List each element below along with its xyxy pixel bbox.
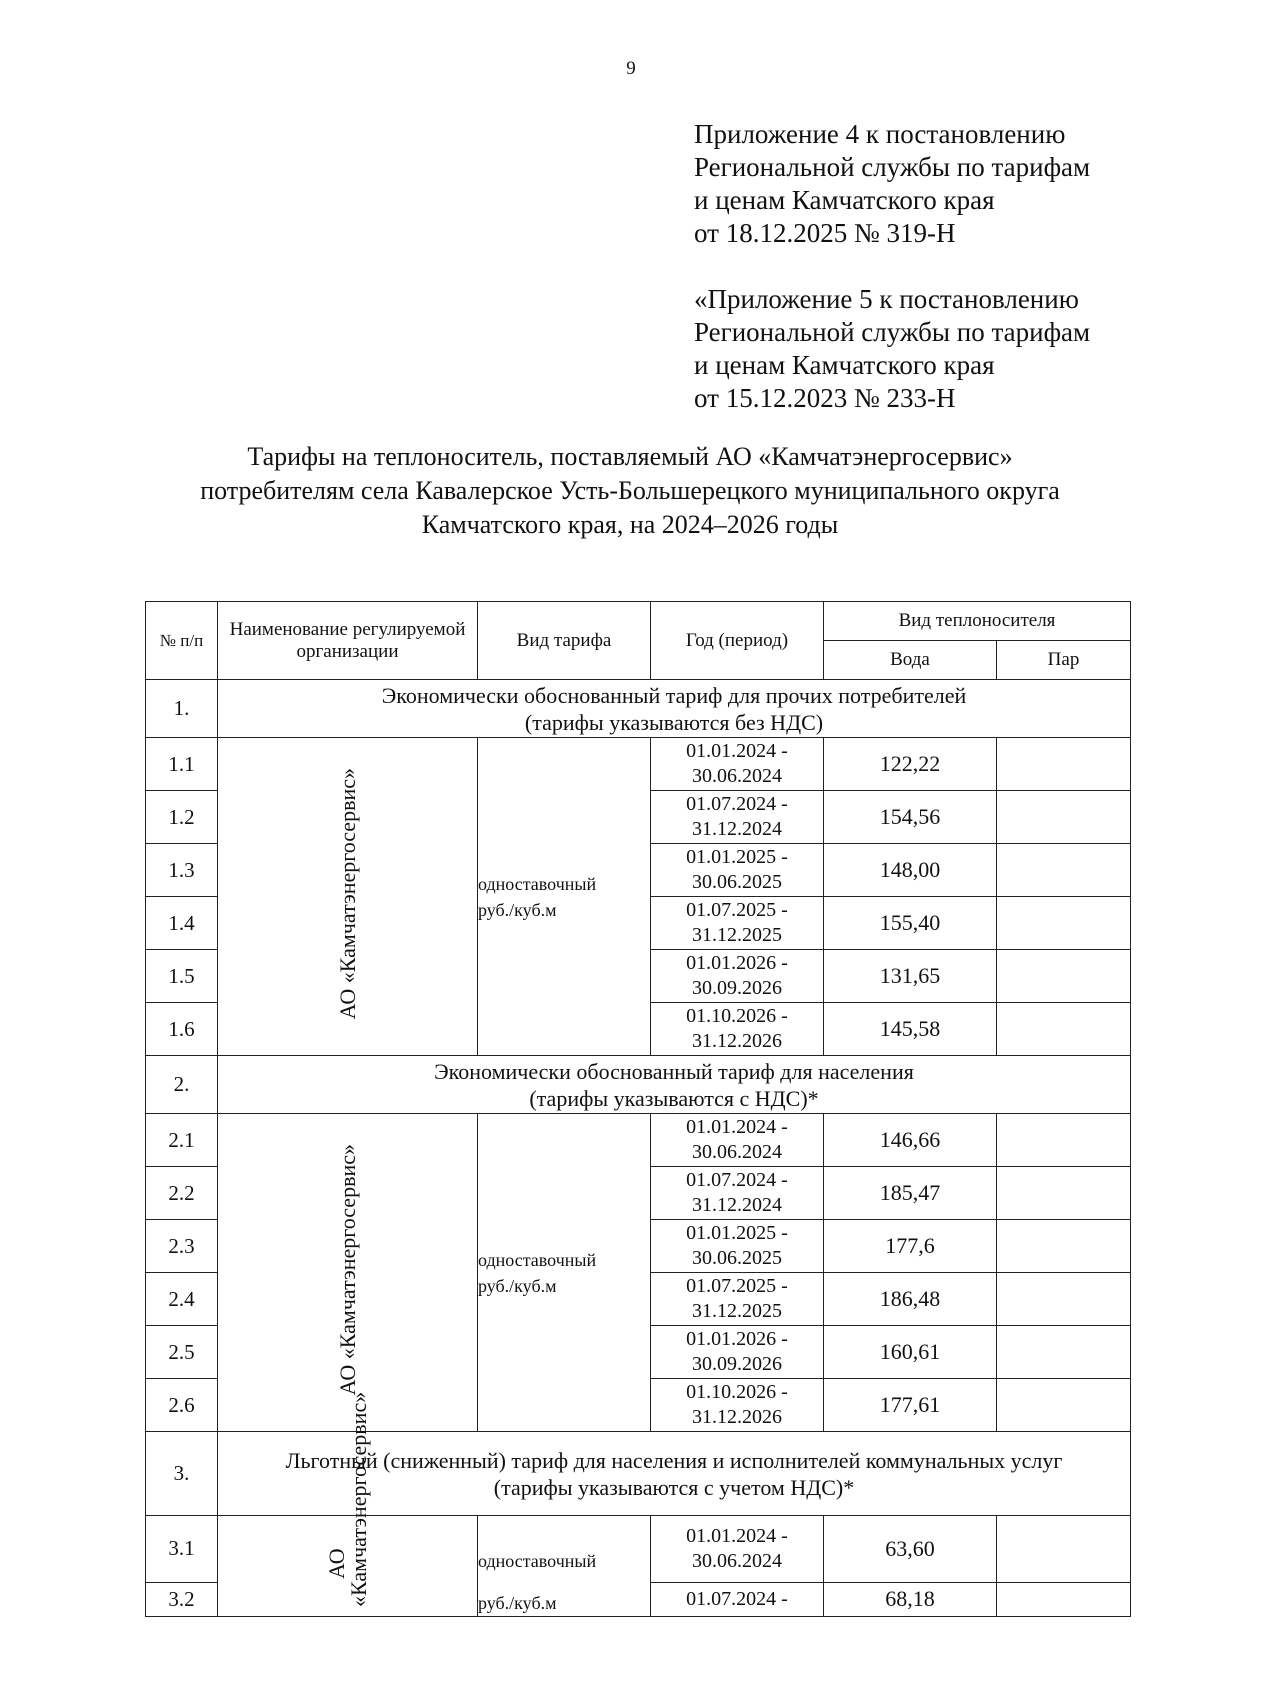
tariff-type-line: руб./куб.м xyxy=(478,1593,557,1613)
row-num: 3.1 xyxy=(146,1516,218,1583)
period-end: 31.12.2026 xyxy=(692,1030,782,1052)
water-value: 154,56 xyxy=(824,791,997,844)
tariff-type-cell xyxy=(478,1114,651,1432)
period-cell xyxy=(651,844,824,897)
water-value: 177,6 xyxy=(824,1220,997,1273)
period-cell xyxy=(651,1516,824,1583)
period-start: 01.01.2024 - xyxy=(686,1116,788,1138)
period-cell xyxy=(651,1273,824,1326)
row-num: 2.4 xyxy=(146,1273,218,1326)
period-start: 01.07.2025 - xyxy=(686,1275,788,1297)
header-num: № п/п xyxy=(146,602,218,680)
water-value: 146,66 xyxy=(824,1114,997,1167)
row-num: 2.6 xyxy=(146,1379,218,1432)
period-cell xyxy=(651,1003,824,1056)
period-start: 01.01.2026 - xyxy=(686,952,788,974)
period-end: 30.09.2026 xyxy=(692,1353,782,1375)
water-value: 122,22 xyxy=(824,738,997,791)
appendix-line: и ценам Камчатского края xyxy=(694,350,995,380)
organization-name: АО «Камчатэнергосервис» xyxy=(334,1144,360,1396)
water-value: 131,65 xyxy=(824,950,997,1003)
header-water: Вода xyxy=(824,641,997,680)
period-cell xyxy=(651,1167,824,1220)
period-end: 30.09.2026 xyxy=(692,977,782,999)
period-start: 01.10.2026 - xyxy=(686,1381,788,1403)
period-start: 01.01.2025 - xyxy=(686,846,788,868)
steam-value xyxy=(997,897,1131,950)
tariff-type-line: руб./куб.м xyxy=(478,1275,557,1296)
period-start: 01.07.2024 - xyxy=(686,793,788,815)
appendix-header-original xyxy=(694,283,1090,415)
section-row xyxy=(146,1432,1131,1516)
header-tariff-type: Вид тарифа xyxy=(478,602,651,680)
period-start: 01.01.2024 - xyxy=(686,1524,788,1547)
steam-value xyxy=(997,1167,1131,1220)
section-title-line: Льготный (сниженный) тариф для населения и исполнителей коммунальных услуг xyxy=(285,1447,1063,1473)
appendix-line: «Приложение 5 к постановлению xyxy=(694,284,1079,314)
water-value: 148,00 xyxy=(824,844,997,897)
row-num: 1.5 xyxy=(146,950,218,1003)
row-num: 1.6 xyxy=(146,1003,218,1056)
period-cell xyxy=(651,1220,824,1273)
steam-value xyxy=(997,738,1131,791)
tariff-type-line: одноставочный xyxy=(478,873,597,894)
organization-cell xyxy=(218,1391,478,1617)
water-value: 68,18 xyxy=(824,1582,997,1616)
period-cell xyxy=(651,1326,824,1379)
steam-value xyxy=(997,791,1131,844)
table-row xyxy=(146,738,1131,791)
period-cell xyxy=(651,1379,824,1432)
period-end: 31.12.2026 xyxy=(692,1406,782,1428)
steam-value xyxy=(997,950,1131,1003)
appendix-line: от 18.12.2025 № 319-Н xyxy=(694,218,956,248)
row-num: 2.3 xyxy=(146,1220,218,1273)
period-cell xyxy=(651,791,824,844)
water-value: 155,40 xyxy=(824,897,997,950)
row-num: 1.4 xyxy=(146,897,218,950)
row-num: 2.5 xyxy=(146,1326,218,1379)
period-cell xyxy=(651,1582,824,1616)
steam-value xyxy=(997,1273,1131,1326)
section-title-line: (тарифы указываются с НДС)* xyxy=(529,1085,819,1111)
appendix-line: от 15.12.2023 № 233-Н xyxy=(694,383,956,413)
section-title-line: (тарифы указываются без НДС) xyxy=(524,709,824,735)
row-num: 2.2 xyxy=(146,1167,218,1220)
period-end: 30.06.2025 xyxy=(692,1247,782,1269)
section-title-line: Экономически обоснованный тариф для населения xyxy=(434,1058,914,1084)
period-start: 01.01.2024 - xyxy=(686,740,788,762)
tariff-table xyxy=(145,601,1131,1617)
title-line: Тарифы на теплоноситель, поставляемый АО «Камчатэнергосервис» xyxy=(247,442,1013,471)
water-value: 177,61 xyxy=(824,1379,997,1432)
period-end: 31.12.2025 xyxy=(692,1300,782,1322)
period-start: 01.07.2025 - xyxy=(686,899,788,921)
section-row xyxy=(146,1056,1131,1114)
steam-value xyxy=(997,1582,1131,1616)
period-cell xyxy=(651,738,824,791)
period-cell xyxy=(651,897,824,950)
header-steam: Пар xyxy=(997,641,1131,680)
appendix-header-current xyxy=(694,118,1090,250)
tariff-type-cell xyxy=(478,1516,651,1617)
period-end: 31.12.2024 xyxy=(692,818,782,840)
period-start: 01.07.2024 - xyxy=(686,1169,788,1191)
period-start: 01.01.2026 - xyxy=(686,1328,788,1350)
steam-value xyxy=(997,844,1131,897)
row-num: 1.1 xyxy=(146,738,218,791)
period-end: 30.06.2025 xyxy=(692,871,782,893)
table-row xyxy=(146,1114,1131,1167)
row-num: 2.1 xyxy=(146,1114,218,1167)
section-num: 1. xyxy=(146,680,218,738)
steam-value xyxy=(997,1003,1131,1056)
water-value: 145,58 xyxy=(824,1003,997,1056)
section-num: 2. xyxy=(146,1056,218,1114)
section-title xyxy=(218,680,1131,738)
period-start: 01.10.2026 - xyxy=(686,1005,788,1027)
water-value: 160,61 xyxy=(824,1326,997,1379)
steam-value xyxy=(997,1220,1131,1273)
water-value: 63,60 xyxy=(824,1516,997,1583)
organization-cell xyxy=(218,1114,478,1432)
title-line: потребителям села Кавалерское Усть-Большерецкого муниципального округа xyxy=(200,476,1060,505)
period-start: 01.01.2025 - xyxy=(686,1222,788,1244)
organization-name: АО «Камчатэнергосервис» xyxy=(323,1391,371,1607)
steam-value xyxy=(997,1379,1131,1432)
period-end: 30.06.2024 xyxy=(692,1549,782,1572)
water-value: 186,48 xyxy=(824,1273,997,1326)
period-end: 30.06.2024 xyxy=(692,765,782,787)
row-num: 1.2 xyxy=(146,791,218,844)
period-end: 31.12.2025 xyxy=(692,924,782,946)
appendix-line: и ценам Камчатского края xyxy=(694,185,995,215)
tariff-type-cell xyxy=(478,738,651,1056)
period-cell xyxy=(651,950,824,1003)
appendix-line: Региональной службы по тарифам xyxy=(694,317,1091,347)
appendix-line: Региональной службы по тарифам xyxy=(694,152,1091,182)
period-end: 30.06.2024 xyxy=(692,1141,782,1163)
header-period: Год (период) xyxy=(651,602,824,680)
tariff-type-line: одноставочный xyxy=(478,1551,597,1571)
period-end: 31.12.2024 xyxy=(692,1194,782,1216)
document-title xyxy=(130,440,1130,542)
steam-value xyxy=(997,1114,1131,1167)
header-organization: Наименование регулируемой организации xyxy=(218,602,478,680)
row-num: 3.2 xyxy=(146,1582,218,1616)
title-line: Камчатского края, на 2024–2026 годы xyxy=(421,510,839,539)
header-heat-carrier: Вид теплоносителя xyxy=(824,602,1131,641)
row-num: 1.3 xyxy=(146,844,218,897)
steam-value xyxy=(997,1326,1131,1379)
section-row xyxy=(146,680,1131,738)
tariff-type-line: руб./куб.м xyxy=(478,899,557,920)
table-row xyxy=(146,1516,1131,1583)
steam-value xyxy=(997,1516,1131,1583)
period-cell xyxy=(651,1114,824,1167)
appendix-line: Приложение 4 к постановлению xyxy=(694,119,1066,149)
period-start: 01.07.2024 - xyxy=(686,1587,788,1610)
water-value: 185,47 xyxy=(824,1167,997,1220)
tariff-type-line: одноставочный xyxy=(478,1249,597,1270)
section-title xyxy=(218,1056,1131,1114)
page-number: 9 xyxy=(626,58,636,79)
section-title-line: Экономически обоснованный тариф для прочих потребителей xyxy=(381,682,967,708)
section-title-line: (тарифы указываются с учетом НДС)* xyxy=(493,1474,855,1500)
section-num: 3. xyxy=(146,1432,218,1516)
organization-name: АО «Камчатэнергосервис» xyxy=(334,768,360,1020)
organization-cell xyxy=(218,738,478,1056)
